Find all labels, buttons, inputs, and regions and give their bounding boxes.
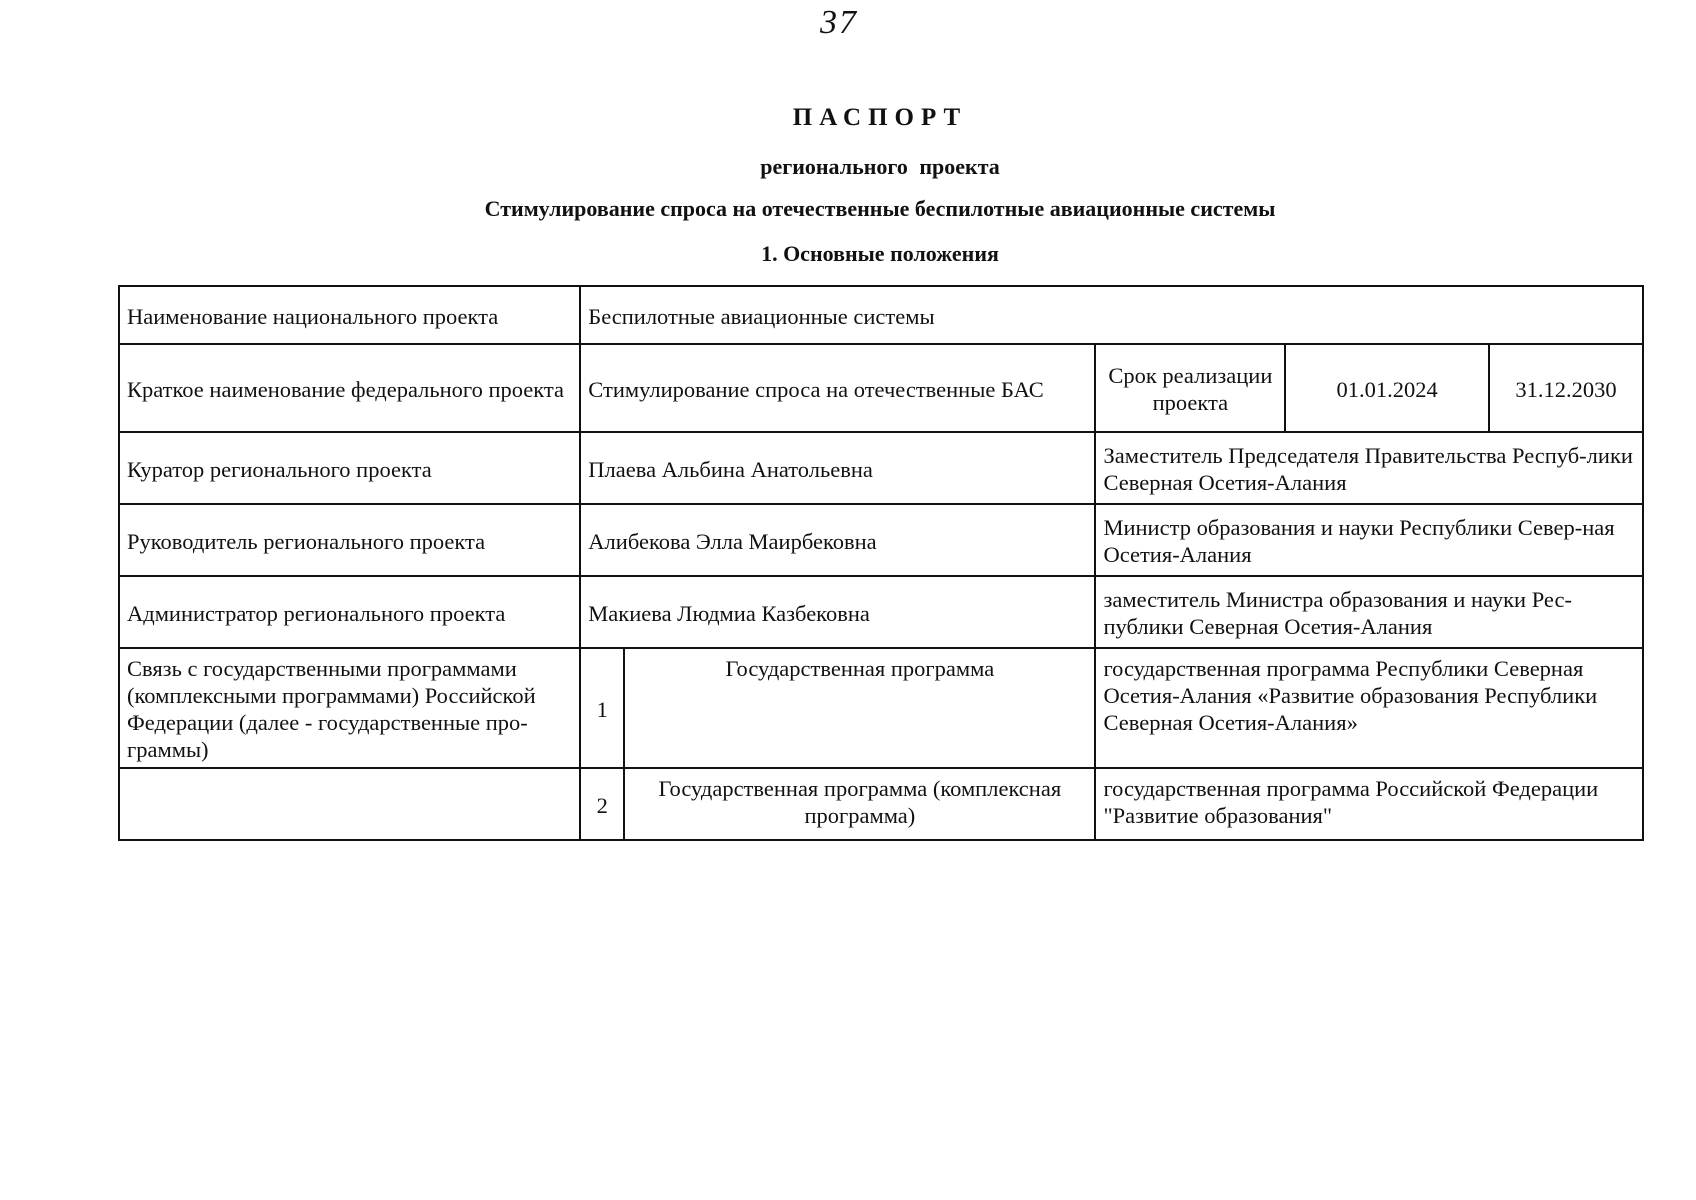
national-project-value: Беспилотные авиационные системы (580, 286, 1643, 344)
federal-project-label: Краткое наименование федерального проекта (119, 344, 580, 432)
curator-label: Куратор регионального проекта (119, 432, 580, 504)
start-date: 01.01.2024 (1285, 344, 1489, 432)
administrator-position: заместитель Министра образования и науки Рес-публики Северная Осетия-Алания (1095, 576, 1643, 648)
curator-name: Плаева Альбина Анатольевна (580, 432, 1095, 504)
program-type: Государственная программа (624, 648, 1095, 768)
project-name: Стимулирование спроса на отечественные беспилотные авиационные системы (484, 196, 1276, 221)
national-project-label: Наименование национального проекта (119, 286, 580, 344)
page-number: 37 (820, 4, 858, 41)
document-subtitle: регионального проекта (760, 154, 1000, 179)
program-name: государственная программа Республики Северная Осетия-Алания «Развитие образования Республики Северная Осетия-Алания» (1095, 648, 1643, 768)
section-title: 1. Основные положения (761, 241, 999, 266)
head-name: Алибекова Элла Маирбековна (580, 504, 1095, 576)
empty-cell (119, 768, 580, 840)
term-label: Срок реализации проекта (1095, 344, 1285, 432)
programs-label: Связь с государственными программами (комплексными программами) Российской Федерации (далее - государственные про-граммы) (119, 648, 580, 768)
table-row (119, 286, 1643, 344)
end-date: 31.12.2030 (1489, 344, 1643, 432)
administrator-label: Администратор регионального проекта (119, 576, 580, 648)
head-label: Руководитель регионального проекта (119, 504, 580, 576)
table-row (119, 344, 1643, 432)
program-name: государственная программа Российской Федерации "Развитие образования" (1095, 768, 1643, 840)
passport-table (118, 285, 1644, 841)
table-row (119, 432, 1643, 504)
program-type: Государственная программа (комплексная программа) (624, 768, 1095, 840)
table-row (119, 768, 1643, 840)
program-number: 2 (580, 768, 624, 840)
table-row (119, 504, 1643, 576)
federal-project-value: Стимулирование спроса на отечественные БАС (580, 344, 1095, 432)
administrator-name: Макиева Людмиа Казбековна (580, 576, 1095, 648)
document-title: ПАСПОРТ (792, 104, 968, 131)
program-number: 1 (580, 648, 624, 768)
curator-position: Заместитель Председателя Правительства Респуб-лики Северная Осетия-Алания (1095, 432, 1643, 504)
table-row (119, 576, 1643, 648)
head-position: Министр образования и науки Республики Север-ная Осетия-Алания (1095, 504, 1643, 576)
table-row (119, 648, 1643, 768)
